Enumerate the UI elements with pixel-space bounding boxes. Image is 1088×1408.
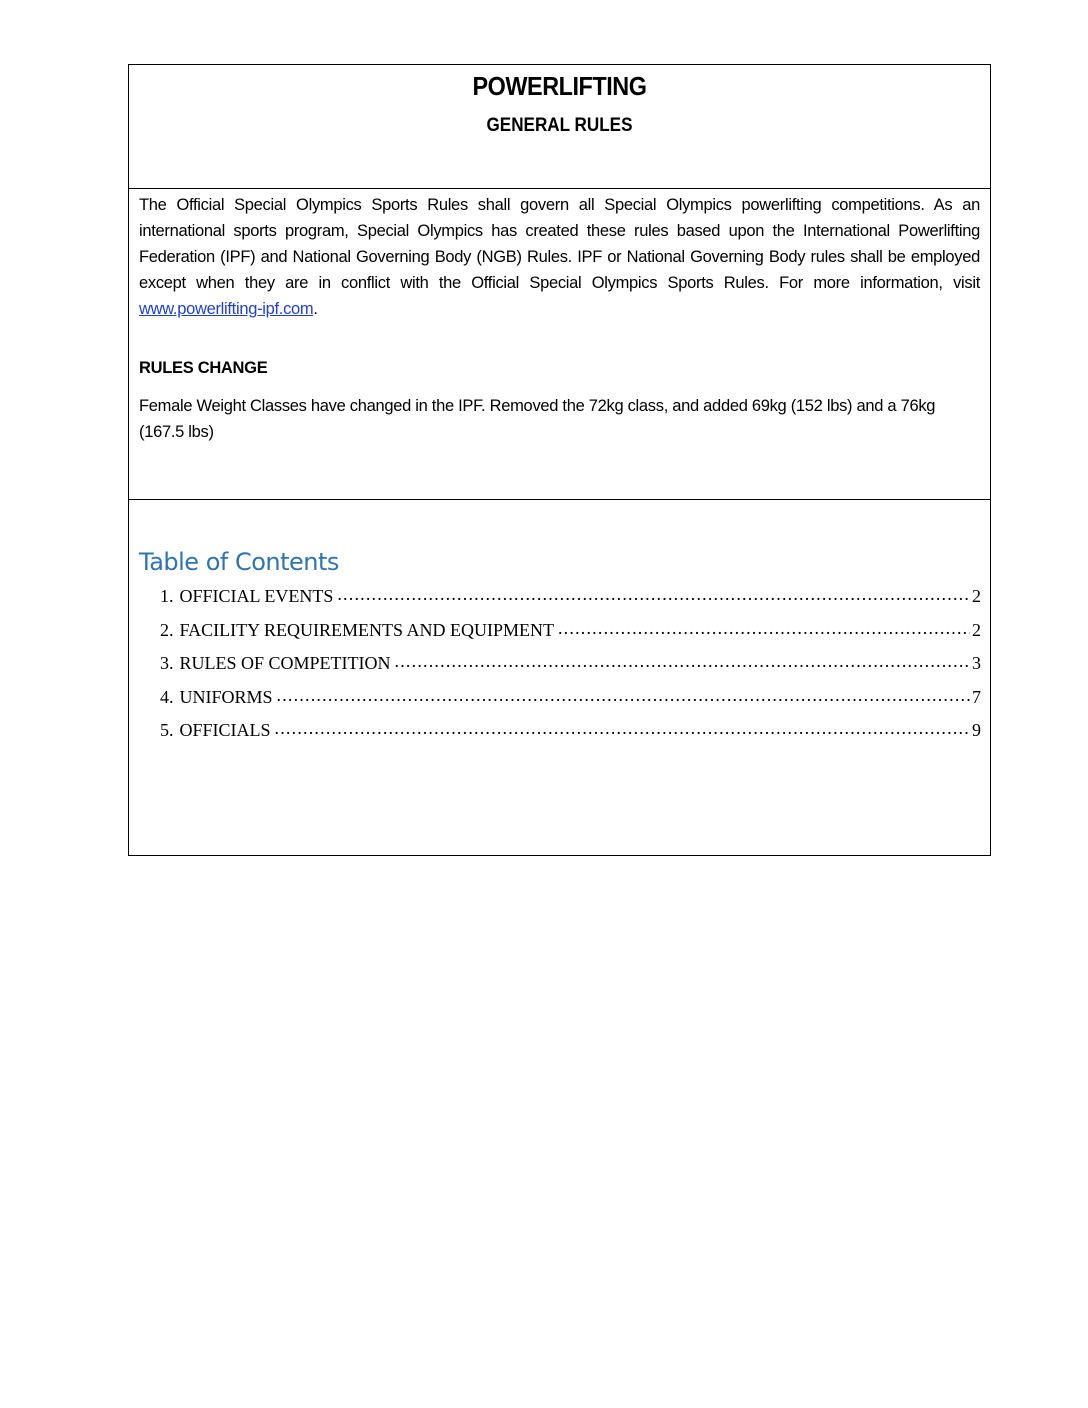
toc-entry-number: 2. [160,619,174,640]
toc-dot-leader [337,584,970,602]
toc-entry-page: 2 [972,619,981,640]
toc-entry-page: 2 [972,586,981,606]
toc-entry-page: 3 [972,653,981,673]
toc-entry-label: OFFICIALS [179,720,271,740]
toc-entry-officials[interactable] [160,718,981,752]
toc-entry-number: 4. [160,686,174,707]
toc-entry-number: 1. [160,586,174,606]
toc-entry-label: RULES OF COMPETITION [179,653,391,673]
toc-cell [129,500,990,855]
toc-list [160,584,981,752]
intro-text-end: . [313,300,318,318]
toc-entry-number: 5. [160,720,174,740]
toc-entry-rules-of-competition[interactable] [160,651,981,685]
toc-entry-uniforms[interactable] [160,685,981,719]
rules-change-heading: RULES CHANGE [139,359,268,377]
toc-heading: Table of Contents [139,548,339,576]
toc-entry-label: FACILITY REQUIREMENTS AND EQUIPMENT [179,619,554,640]
toc-entry-page: 9 [972,720,981,740]
title-cell [129,65,990,189]
page-subtitle: GENERAL RULES [486,115,633,136]
toc-dot-leader [558,618,970,636]
document-table [128,64,991,856]
toc-entry-facility-requirements[interactable] [160,618,981,652]
ipf-website-link[interactable]: www.powerlifting-ipf.com [139,300,314,318]
toc-entry-label: OFFICIAL EVENTS [179,586,334,606]
toc-dot-leader [275,718,970,736]
toc-entry-page: 7 [972,686,981,707]
toc-dot-leader [277,685,970,703]
rules-change-text: Female Weight Classes have changed in the IPF. Removed the 72kg class, and added 69kg (152 lbs) and a 76kg (167.5 lbs) [139,397,936,441]
toc-entry-official-events[interactable] [160,584,981,618]
intro-cell [129,189,990,500]
page-title: POWERLIFTING [472,71,647,101]
intro-text: The Official Special Olympics Sports Rules shall govern all Special Olympics powerlifting competitions. As an international sports program, Special Olympics has created these rules based upon the International Powerlifting Federation (IPF) and National Governing Body (NGB) Rules. IPF or National Governing Body rules shall be employed except when they are in conflict with the Official Special Olympics Sports Rules. For more information, visit [139,196,980,292]
toc-entry-label: UNIFORMS [179,686,273,707]
toc-dot-leader [395,651,970,669]
toc-entry-number: 3. [160,653,174,673]
intro-paragraph [139,192,980,322]
